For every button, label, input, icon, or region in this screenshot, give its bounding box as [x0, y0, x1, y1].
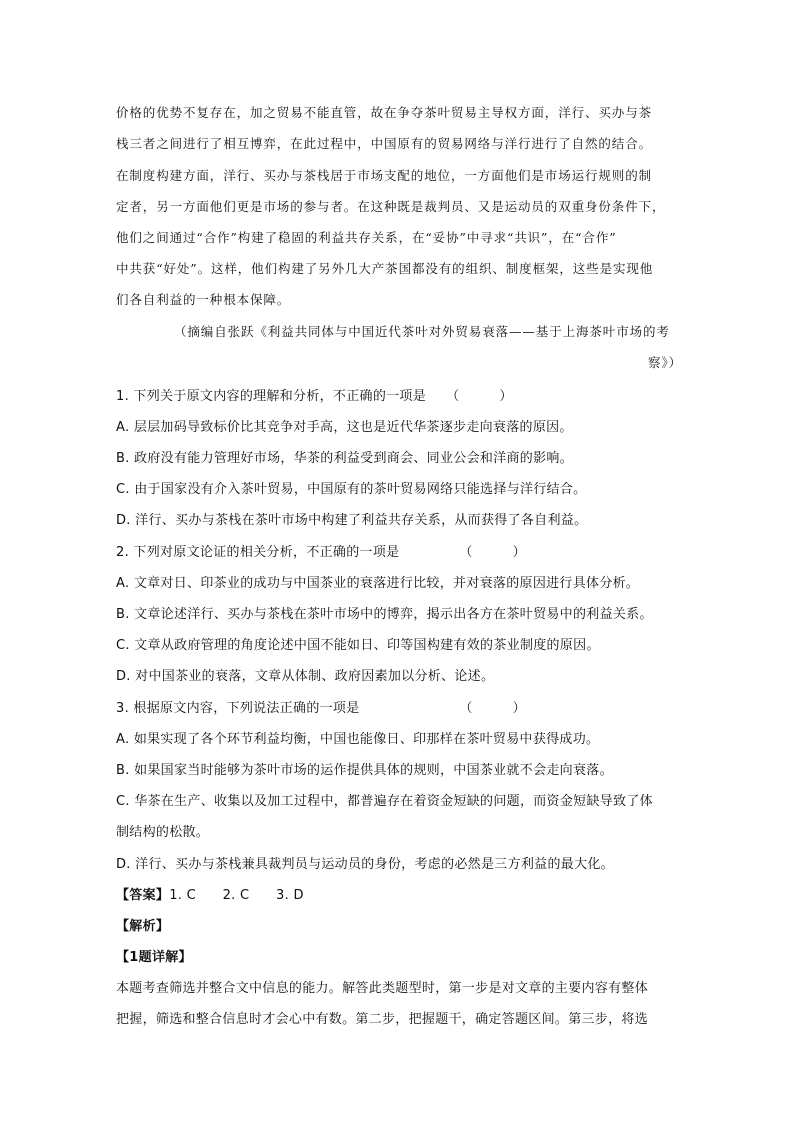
question-option: A. 如果实现了各个环节利益均衡，中国也能像日、印那样在茶叶贸易中获得成功。 — [116, 732, 600, 747]
question-option: C. 文章从政府管理的角度论述中国不能如日、印等国构建有效的茶业制度的原因。 — [116, 638, 600, 653]
question-stem: 3. 根据原文内容，下列说法正确的一项是 （ ） — [116, 701, 526, 716]
passage-line: 栈三者之间进行了相互博弈，在此过程中，中国原有的贸易网络与洋行进行了自然的结合。 — [116, 136, 653, 151]
citation-line: （摘编自张跃《利益共同体与中国近代茶叶对外贸易衰落——基于上海茶叶市场的考 — [174, 324, 670, 339]
analysis-line: 把握，筛选和整合信息时才会心中有数。第二步，把握题干，确定答题区间。第三步，将选 — [116, 1012, 649, 1027]
passage-line: 在制度构建方面，洋行、买办与茶栈居于市场支配的地位，一方面他们是市场运行规则的制 — [116, 168, 653, 183]
question-option: A. 层层加码导致标价比其竞争对手高，这也是近代华茶逐步走向衰落的原因。 — [116, 420, 573, 435]
citation-line: 察》） — [648, 355, 682, 370]
passage-line: 们各自利益的一种根本保障。 — [116, 292, 291, 307]
answer-line — [116, 884, 304, 903]
analysis-label: 【解析】 — [116, 919, 170, 934]
answer-label: 【答案】 — [116, 888, 170, 903]
question-option: C. 华茶在生产、收集以及加工过程中，都普遍存在着资金短缺的问题，而资金短缺导致了体 — [116, 794, 653, 809]
question-option: D. 洋行、买办与茶栈在茶叶市场中构建了利益共存关系，从而获得了各自利益。 — [116, 513, 588, 528]
question-option: D. 洋行、买办与茶栈兼具裁判员与运动员的身份，考虑的必然是三方利益的最大化。 — [116, 857, 614, 872]
passage-line: 他们之间通过“合作”构建了稳固的利益共存关系，在“妥协”中寻求“共识”，在“合作” — [116, 230, 617, 245]
question-option: B. 文章论述洋行、买办与茶栈在茶叶市场中的博弈，揭示出各方在茶叶贸易中的利益关系。 — [116, 607, 653, 622]
question-stem: 2. 下列对原文论证的相关分析，不正确的一项是 （ ） — [116, 545, 526, 560]
question-option: D. 对中国茶业的衰落，文章从体制、政府因素加以分析、论述。 — [116, 669, 495, 684]
passage-line: 定者，另一方面他们更是市场的参与者。在这种既是裁判员、又是运动员的双重身份条件下， — [116, 199, 666, 214]
passage-line: 价格的优势不复存在，加之贸易不能直管，故在争夺茶叶贸易主导权方面，洋行、买办与茶 — [116, 105, 653, 120]
analysis-sub-label: 【1题详解】 — [116, 950, 192, 965]
analysis-line: 本题考查筛选并整合文中信息的能力。解答此类题型时，第一步是对文章的主要内容有整体 — [116, 981, 649, 996]
question-stem: 1. 下列关于原文内容的理解和分析，不正确的一项是 （ ） — [116, 389, 513, 404]
question-option: A. 文章对日、印茶业的成功与中国茶业的衰落进行比较，并对衰落的原因进行具体分析。 — [116, 576, 640, 591]
question-option: C. 由于国家没有介入茶叶贸易，中国原有的茶叶贸易网络只能选择与洋行结合。 — [116, 482, 587, 497]
question-option: B. 政府没有能力管理好市场，华茶的利益受到商会、同业公会和洋商的影响。 — [116, 451, 573, 466]
passage-line: 中共获“好处”。这样，他们构建了另外几大产茶国都没有的组织、制度框架，这些是实现他 — [116, 261, 654, 276]
question-option: B. 如果国家当时能够为茶叶市场的运作提供具体的规则，中国茶业就不会走向衰落。 — [116, 763, 613, 778]
answer-text: 1. C 2. C 3. D — [169, 888, 304, 903]
question-option: 制结构的松散。 — [116, 825, 210, 840]
